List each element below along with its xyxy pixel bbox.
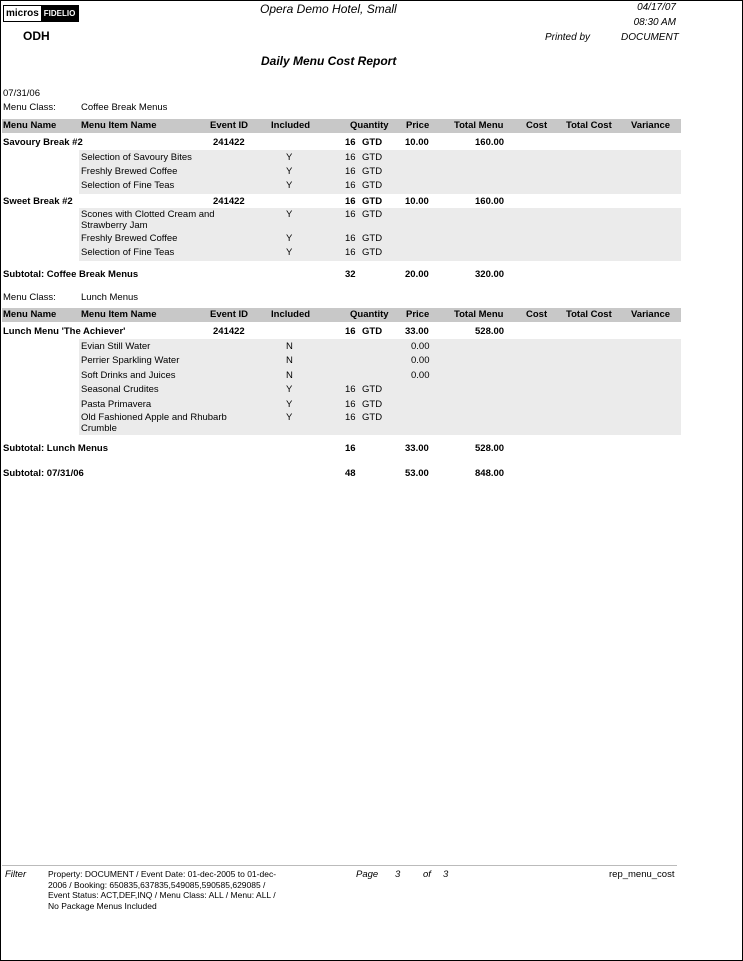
item-quantity: 16	[345, 247, 356, 258]
date-subtotal-price: 53.00	[405, 468, 429, 479]
column-header-row	[2, 308, 681, 322]
event-id: 241422	[213, 326, 245, 337]
col-event-id: Event ID	[210, 120, 249, 131]
col-quantity: Quantity	[350, 120, 389, 131]
item-unit: GTD	[362, 247, 383, 258]
total-menu: 528.00	[475, 326, 505, 337]
price: 10.00	[405, 137, 429, 148]
page-total: 3	[443, 869, 449, 880]
item-quantity: 16	[345, 152, 356, 163]
item-included: Y	[286, 180, 293, 191]
item-included: Y	[286, 152, 293, 163]
col-price: Price	[406, 309, 430, 320]
menu-item-row	[1, 151, 742, 165]
report-print-time: 08:30 AM	[633, 17, 676, 28]
item-quantity: 16	[345, 209, 356, 220]
col-menu-name: Menu Name	[3, 120, 57, 131]
item-included: Y	[286, 209, 293, 220]
col-menu-name: Menu Name	[3, 309, 57, 320]
subtotal-total-menu: 320.00	[475, 269, 505, 280]
item-quantity: 16	[345, 180, 356, 191]
class-subtotal-row	[1, 268, 742, 282]
item-unit: GTD	[362, 180, 383, 191]
col-menu-item-name: Menu Item Name	[81, 309, 157, 320]
subtotal-label: Subtotal: Coffee Break Menus	[3, 269, 139, 280]
menu-item-row	[1, 383, 742, 397]
unit: GTD	[362, 326, 383, 337]
col-cost: Cost	[526, 309, 548, 320]
item-included: Y	[286, 247, 293, 258]
item-included: N	[286, 370, 293, 381]
menu-row	[1, 136, 742, 150]
menu-name: Sweet Break #2	[3, 196, 73, 207]
total-menu: 160.00	[475, 137, 505, 148]
total-menu: 160.00	[475, 196, 505, 207]
subtotal-label: Subtotal: Lunch Menus	[3, 443, 109, 454]
item-included: Y	[286, 412, 293, 423]
date-subtotal-total-menu: 848.00	[475, 468, 505, 479]
event-id: 241422	[213, 196, 245, 207]
menu-item-row	[1, 179, 742, 193]
menu-class-label: Menu Class:	[3, 292, 56, 303]
item-unit: GTD	[362, 209, 383, 220]
price: 10.00	[405, 196, 429, 207]
report-title: Daily Menu Cost Report	[261, 54, 397, 68]
subtotal-price: 20.00	[405, 269, 429, 280]
logo-fidelio-text: FIDELIO	[41, 6, 79, 21]
item-name: Evian Still Water	[81, 341, 151, 352]
item-name: Selection of Fine Teas	[81, 180, 175, 191]
menu-item-row	[1, 340, 742, 354]
col-price: Price	[406, 120, 430, 131]
item-quantity: 16	[345, 166, 356, 177]
subtotal-price: 33.00	[405, 443, 429, 454]
quantity: 16	[345, 196, 356, 207]
date-subtotal-row	[1, 467, 742, 481]
menu-name: Savoury Break #2	[3, 137, 83, 148]
menu-item-row	[1, 398, 742, 412]
menu-class-label: Menu Class:	[3, 102, 56, 113]
menu-class-name: Lunch Menus	[81, 292, 139, 303]
item-included: Y	[286, 399, 293, 410]
item-included: N	[286, 341, 293, 352]
item-unit: GTD	[362, 233, 383, 244]
report-file-name: rep_menu_cost	[609, 869, 675, 880]
column-header-row	[2, 119, 681, 133]
item-included: Y	[286, 233, 293, 244]
unit: GTD	[362, 137, 383, 148]
item-unit: GTD	[362, 412, 383, 423]
col-included: Included	[271, 309, 311, 320]
col-cost: Cost	[526, 120, 548, 131]
subtotal-quantity: 16	[345, 443, 356, 454]
page-of-label: of	[423, 869, 431, 880]
quantity: 16	[345, 326, 356, 337]
item-name: Pasta Primavera	[81, 399, 152, 410]
item-name: Soft Drinks and Juices	[81, 370, 176, 381]
item-unit: GTD	[362, 384, 383, 395]
item-unit: GTD	[362, 399, 383, 410]
col-variance: Variance	[631, 120, 671, 131]
menu-item-row	[1, 232, 742, 246]
col-total-menu: Total Menu	[454, 309, 504, 320]
item-included: Y	[286, 384, 293, 395]
subtotal-total-menu: 528.00	[475, 443, 505, 454]
item-name: Old Fashioned Apple and Rhubarb Crumble	[81, 412, 227, 434]
col-quantity: Quantity	[350, 309, 389, 320]
item-quantity: 16	[345, 412, 356, 423]
menu-row	[1, 195, 742, 209]
date-subtotal-quantity: 48	[345, 468, 356, 479]
item-unit: GTD	[362, 166, 383, 177]
quantity: 16	[345, 137, 356, 148]
item-quantity: 16	[345, 233, 356, 244]
item-name: Selection of Savoury Bites	[81, 152, 192, 163]
col-total-menu: Total Menu	[454, 120, 504, 131]
item-name: Scones with Clotted Cream and Strawberry Jam	[81, 209, 215, 231]
footer-divider	[2, 865, 677, 866]
menu-item-row	[1, 369, 742, 383]
class-subtotal-row	[1, 442, 742, 456]
printed-by-value: DOCUMENT	[621, 32, 679, 43]
item-quantity: 16	[345, 384, 356, 395]
item-quantity: 16	[345, 399, 356, 410]
col-included: Included	[271, 120, 311, 131]
page-label: Page	[356, 869, 379, 880]
menu-item-row	[1, 246, 742, 260]
filter-label: Filter	[5, 869, 27, 880]
menu-item-row	[1, 165, 742, 179]
filter-text: Property: DOCUMENT / Event Date: 01-dec-2005 to 01-dec-2006 / Booking: 650835,637835,549085,590585,629085 / Event Status: ACT,DEF,INQ / Menu Class: ALL / Menu: ALL / No Package Menus Included	[48, 869, 277, 911]
item-name: Selection of Fine Teas	[81, 247, 175, 258]
menu-name: Lunch Menu 'The Achiever'	[3, 326, 126, 337]
col-total-cost: Total Cost	[566, 309, 612, 320]
micros-fidelio-logo	[3, 5, 79, 22]
printed-by-label: Printed by	[545, 32, 591, 43]
item-price: 0.00	[411, 355, 430, 366]
property-code: ODH	[23, 29, 50, 43]
date-subtotal-label: Subtotal: 07/31/06	[3, 468, 84, 479]
page-number: 3	[395, 869, 401, 880]
menu-row	[1, 325, 742, 339]
menu-item-row	[1, 354, 742, 368]
hotel-name: Opera Demo Hotel, Small	[260, 2, 397, 16]
item-included: Y	[286, 166, 293, 177]
logo-micros-text: micros	[6, 8, 39, 19]
subtotal-quantity: 32	[345, 269, 356, 280]
item-name: Freshly Brewed Coffee	[81, 233, 178, 244]
unit: GTD	[362, 196, 383, 207]
price: 33.00	[405, 326, 429, 337]
item-name: Seasonal Crudites	[81, 384, 159, 395]
report-date: 07/31/06	[3, 88, 40, 99]
col-menu-item-name: Menu Item Name	[81, 120, 157, 131]
col-variance: Variance	[631, 309, 671, 320]
col-event-id: Event ID	[210, 309, 249, 320]
item-unit: GTD	[362, 152, 383, 163]
item-price: 0.00	[411, 341, 430, 352]
event-id: 241422	[213, 137, 245, 148]
report-print-date: 04/17/07	[637, 2, 676, 13]
item-price: 0.00	[411, 370, 430, 381]
col-total-cost: Total Cost	[566, 120, 612, 131]
item-name: Freshly Brewed Coffee	[81, 166, 178, 177]
item-included: N	[286, 355, 293, 366]
item-name: Perrier Sparkling Water	[81, 355, 180, 366]
menu-class-name: Coffee Break Menus	[81, 102, 168, 113]
